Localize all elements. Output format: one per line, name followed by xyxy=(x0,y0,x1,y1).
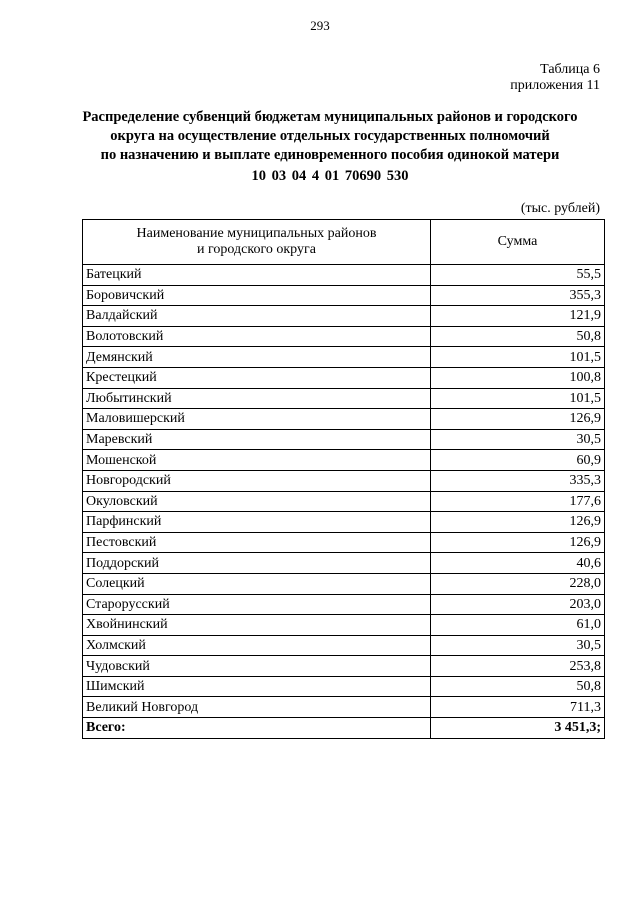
table-row xyxy=(83,573,605,594)
units-label: (тыс. рублей) xyxy=(520,201,600,216)
district-name: Парфинский xyxy=(83,512,431,533)
district-name: Любытинский xyxy=(83,388,431,409)
district-name: Великий Новгород xyxy=(83,697,431,718)
page-number: 293 xyxy=(310,18,330,33)
district-amount: 228,0 xyxy=(431,573,605,594)
budget-code: 10 03 04 4 01 70690 530 xyxy=(251,168,409,184)
table-row xyxy=(83,347,605,368)
district-name: Чудовский xyxy=(83,656,431,677)
title-line3: по назначению и выплате единовременного пособия одинокой матери xyxy=(100,147,560,163)
district-amount: 61,0 xyxy=(431,615,605,636)
table-row xyxy=(83,306,605,327)
district-amount: 50,8 xyxy=(431,326,605,347)
district-name: Шимский xyxy=(83,676,431,697)
table-row xyxy=(83,532,605,553)
table-row xyxy=(83,697,605,718)
district-amount: 30,5 xyxy=(431,635,605,656)
table-row xyxy=(83,491,605,512)
district-name: Волотовский xyxy=(83,326,431,347)
header-name xyxy=(83,220,431,265)
table-ref-line1: Таблица 6 xyxy=(540,62,600,77)
district-name: Мошенской xyxy=(83,450,431,471)
subvention-table xyxy=(82,219,605,739)
district-name: Хвойнинский xyxy=(83,615,431,636)
table-row xyxy=(83,450,605,471)
total-row xyxy=(83,718,605,739)
district-amount: 711,3 xyxy=(431,697,605,718)
header-name-line2: и городского округа xyxy=(197,242,316,257)
header-name-line1: Наименование муниципальных районов xyxy=(136,226,377,241)
table-row xyxy=(83,594,605,615)
district-amount: 55,5 xyxy=(431,265,605,286)
table-row xyxy=(83,470,605,491)
district-amount: 335,3 xyxy=(431,470,605,491)
district-amount: 177,6 xyxy=(431,491,605,512)
district-name: Демянский xyxy=(83,347,431,368)
district-name: Крестецкий xyxy=(83,367,431,388)
total-label: Всего: xyxy=(83,718,431,739)
district-name: Окуловский xyxy=(83,491,431,512)
district-name: Пестовский xyxy=(83,532,431,553)
header-amount: Сумма xyxy=(431,220,605,265)
district-name: Батецкий xyxy=(83,265,431,286)
district-amount: 126,9 xyxy=(431,512,605,533)
table-reference xyxy=(510,62,600,94)
table-ref-line2: приложения 11 xyxy=(510,78,600,93)
district-name: Маловишерский xyxy=(83,409,431,430)
district-name: Валдайский xyxy=(83,306,431,327)
district-amount: 126,9 xyxy=(431,409,605,430)
table-row xyxy=(83,512,605,533)
district-name: Новгородский xyxy=(83,470,431,491)
table-row xyxy=(83,265,605,286)
table-row xyxy=(83,635,605,656)
district-amount: 101,5 xyxy=(431,388,605,409)
table-row xyxy=(83,285,605,306)
table-body xyxy=(83,265,605,718)
table-row xyxy=(83,615,605,636)
district-amount: 253,8 xyxy=(431,656,605,677)
district-amount: 50,8 xyxy=(431,676,605,697)
district-name: Маревский xyxy=(83,429,431,450)
document-title xyxy=(60,108,600,165)
district-name: Холмский xyxy=(83,635,431,656)
title-line2: округа на осуществление отдельных государственных полномочий xyxy=(110,128,550,144)
district-name: Боровичский xyxy=(83,285,431,306)
district-name: Поддорский xyxy=(83,553,431,574)
table-row xyxy=(83,656,605,677)
district-amount: 203,0 xyxy=(431,594,605,615)
table-header-row xyxy=(83,220,605,265)
table-row xyxy=(83,409,605,430)
total-amount: 3 451,3; xyxy=(431,718,605,739)
table-row xyxy=(83,388,605,409)
district-amount: 40,6 xyxy=(431,553,605,574)
district-amount: 100,8 xyxy=(431,367,605,388)
district-amount: 121,9 xyxy=(431,306,605,327)
table-row xyxy=(83,676,605,697)
table-row xyxy=(83,429,605,450)
district-name: Солецкий xyxy=(83,573,431,594)
table-row xyxy=(83,367,605,388)
title-line1: Распределение субвенций бюджетам муниципальных районов и городского xyxy=(82,109,578,125)
table-row xyxy=(83,326,605,347)
district-name: Старорусский xyxy=(83,594,431,615)
district-amount: 101,5 xyxy=(431,347,605,368)
table-row xyxy=(83,553,605,574)
district-amount: 126,9 xyxy=(431,532,605,553)
district-amount: 30,5 xyxy=(431,429,605,450)
district-amount: 60,9 xyxy=(431,450,605,471)
district-amount: 355,3 xyxy=(431,285,605,306)
